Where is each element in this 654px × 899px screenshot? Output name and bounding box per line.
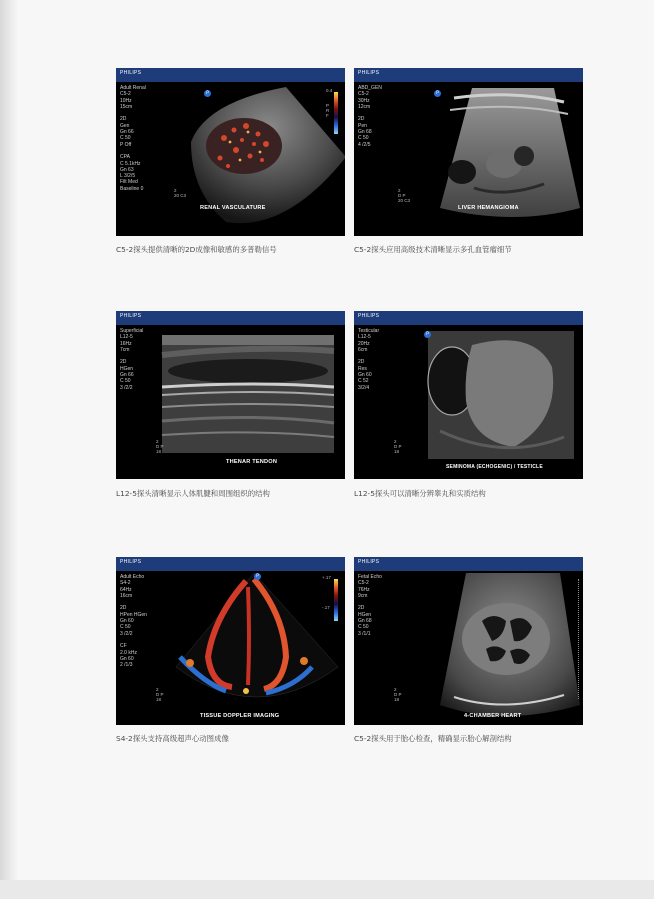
cardiac-doppler-graphic — [116, 557, 345, 725]
doppler-color-bar — [334, 92, 338, 134]
image-label: 4-CHAMBER HEART — [464, 713, 522, 719]
scan-settings: Adult Renal C5-2 10Hz 15cm 2D Gen Gn 66 C 50 P Off CPA C 5.1kHz Gn 63 L 3/2/5 Filt Med Baseline 0 — [120, 85, 146, 192]
probe-orientation-marker: P — [434, 90, 441, 97]
caption-cardiac-doppler: S4-2探头支持高级超声心动图成像 — [116, 734, 229, 743]
image-label: RENAL VASCULATURE — [200, 205, 266, 211]
color-scale-labels: +.17 -.17 — [322, 575, 331, 610]
scan-settings: Superficial L12-5 16Hz 7cm 2D HGen Gn 66 C 50 3 /2/2 — [120, 328, 144, 391]
depth-readout: 2 D P 18 — [394, 439, 402, 454]
brand-label: PHILIPS — [358, 70, 380, 76]
depth-ruler — [578, 579, 581, 699]
probe-orientation-marker: P — [424, 331, 431, 338]
image-label: THENAR TENDON — [226, 459, 278, 465]
panel-header-bar — [354, 68, 583, 82]
caption-renal: C5-2探头提供清晰的2D成像和敏感的多普勒信号 — [116, 245, 277, 254]
depth-readout: 2 D P 18 — [156, 687, 164, 702]
panel-header-bar — [354, 557, 583, 571]
ultrasound-image-fetal-heart — [354, 557, 583, 725]
tendon-scan-graphic — [116, 311, 345, 479]
depth-readout: 2 20 C3 — [174, 188, 187, 198]
depth-readout: 2 D P 18 — [394, 687, 402, 702]
image-label: SEMINOMA (ECHOGENIC) / TESTICLE — [446, 464, 543, 470]
depth-readout: 2 D P 20 C3 — [398, 188, 411, 203]
panel-header-bar — [354, 311, 583, 325]
image-label: TISSUE DOPPLER IMAGING — [200, 713, 280, 719]
ultrasound-image-cardiac-doppler — [116, 557, 345, 725]
ultrasound-image-renal — [116, 68, 345, 236]
scan-settings: Testicular L12-5 20Hz 6cm 2D Res Gn 60 C 52 3/2/4 — [358, 328, 380, 391]
ultrasound-image-liver — [354, 68, 583, 236]
caption-fetal-heart: C5-2探头用于胎心检查，精确显示胎心解剖结构 — [354, 734, 512, 743]
fetal-heart-graphic — [354, 557, 583, 725]
panel-header-bar — [116, 68, 345, 82]
scan-settings: Adult Echo S4-2 64Hz 16cm 2D HPen HGen Gn 60 C 50 3 /2/2 CF 2.0 kHz Gn 60 2 /1/3 — [120, 574, 147, 669]
brand-label: PHILIPS — [120, 313, 142, 319]
panel-header-bar — [116, 557, 345, 571]
depth-readout: 2 D P 18 — [156, 439, 164, 454]
page-binding-shadow — [0, 0, 18, 899]
probe-orientation-marker: P — [254, 573, 261, 580]
scan-settings: ABD_GEN C5-2 30Hz 12cm 2D Pen Gn 68 C 50 4 /2/5 — [358, 85, 382, 148]
brand-label: PHILIPS — [358, 559, 380, 565]
brand-label: PHILIPS — [358, 313, 380, 319]
panel-header-bar — [116, 311, 345, 325]
probe-orientation-marker: P — [204, 90, 211, 97]
caption-liver: C5-2探头应用高级技术清晰显示多孔血管瘤细节 — [354, 245, 512, 254]
caption-tendon: L12-5探头清晰显示人体肌腱和周围组织的结构 — [116, 489, 270, 498]
ultrasound-image-testicle — [354, 311, 583, 479]
page-bottom-edge — [0, 880, 654, 899]
color-scale-labels: 0.4 P R F — [326, 88, 333, 118]
brand-label: PHILIPS — [120, 70, 142, 76]
scan-settings: Fetal Echo C5-2 76Hz 9cm 2D HGen Gn 68 C 50 3 /1/1 — [358, 574, 382, 637]
brand-label: PHILIPS — [120, 559, 142, 565]
testicle-scan-graphic — [354, 311, 583, 479]
image-label: LIVER HEMANGIOMA — [458, 205, 519, 211]
caption-testicle: L12-5探头可以清晰分辨睾丸和实质结构 — [354, 489, 486, 498]
doppler-color-bar — [334, 579, 338, 621]
ultrasound-image-tendon — [116, 311, 345, 479]
